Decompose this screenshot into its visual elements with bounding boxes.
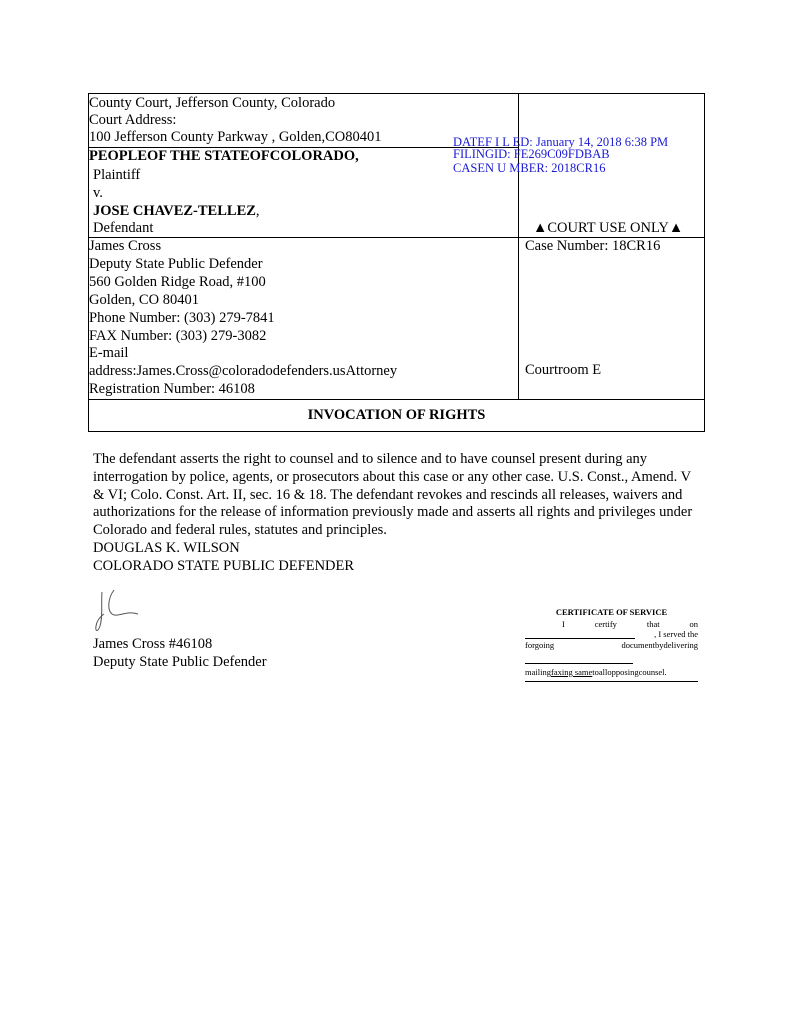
document-title: INVOCATION OF RIGHTS xyxy=(307,407,486,423)
defendant-role: Defendant xyxy=(93,220,154,236)
defendant-name: JOSE CHAVEZ-TELLEZ xyxy=(93,203,256,219)
signature-name: James Cross #46108 xyxy=(93,636,213,652)
certificate-heading: CERTIFICATE OF SERVICE xyxy=(555,607,668,617)
signer-name: DOUGLAS K. WILSON xyxy=(93,540,240,556)
cert-word-2: certify xyxy=(594,619,617,629)
certificate-line-4 xyxy=(525,667,667,678)
attorney-line-3: 560 Golden Ridge Road, #100 xyxy=(89,274,266,290)
attorney-line-4: Golden, CO 80401 xyxy=(89,292,199,308)
courtroom: Courtroom E xyxy=(525,362,602,378)
table-border-top xyxy=(88,93,705,94)
plaintiff-name: PEOPLEOF THE STATEOFCOLORADO, xyxy=(89,148,359,164)
attorney-line-1: James Cross xyxy=(89,238,162,254)
filing-id: FILINGID: FE269C09FDBAB xyxy=(453,147,610,161)
body-paragraph: The defendant asserts the right to counsel and to silence and to have counsel present during any interrogation by police, agents, or prosecutors about this case or any other case. U.S. Const., Amend. V & VI; Colo. Const. Art. II, sec. 16 & 18. The defendant revokes and rescinds all releases, waivers and authorizations for the release of information previously made and asserts all rights and privileges under Colorado and federal rules, statutes and principles. xyxy=(93,451,693,539)
filing-date: DATEF I L ED: January 14, 2018 6:38 PM xyxy=(453,135,669,149)
cert-word-1: I xyxy=(562,619,565,629)
table-border-bottom xyxy=(88,431,705,432)
certificate-line-2: , I served the xyxy=(654,629,698,639)
attorney-line-9: Registration Number: 46108 xyxy=(89,381,255,397)
table-divider-2 xyxy=(88,399,705,400)
table-border-right xyxy=(704,93,705,431)
filing-case-number: CASEN U MBER: 2018CR16 xyxy=(453,161,606,175)
cert-bottom-rule xyxy=(525,681,698,682)
cert-date-blank xyxy=(525,638,635,639)
court-address-label: Court Address: xyxy=(89,112,177,128)
versus: v. xyxy=(93,185,103,201)
handwritten-signature xyxy=(92,586,144,636)
court-address: 100 Jefferson County Parkway , Golden,CO80401 xyxy=(89,129,382,145)
cert-signature-blank xyxy=(525,663,633,664)
cert-word-4: on xyxy=(689,619,698,629)
attorney-line-7: E-mail xyxy=(89,345,129,361)
attorney-line-5: Phone Number: (303) 279-7841 xyxy=(89,310,275,326)
court-use-only: ▲COURT USE ONLY▲ xyxy=(533,220,684,236)
plaintiff-role: Plaintiff xyxy=(93,167,141,183)
attorney-line-6: FAX Number: (303) 279-3082 xyxy=(89,328,267,344)
defendant-line xyxy=(93,203,260,221)
cert-word-3: that xyxy=(646,619,660,629)
defendant-comma: , xyxy=(255,203,260,219)
attorney-line-8: address:James.Cross@coloradodefenders.usAttorney xyxy=(89,363,398,379)
signer-office: COLORADO STATE PUBLIC DEFENDER xyxy=(93,558,355,574)
case-number: Case Number: 18CR16 xyxy=(525,238,661,254)
attorney-line-2: Deputy State Public Defender xyxy=(89,256,263,272)
court-name: County Court, Jefferson County, Colorado xyxy=(89,95,336,111)
certificate-line-3-left: forgoing xyxy=(525,640,555,650)
signature-title: Deputy State Public Defender xyxy=(93,654,267,670)
cert-faxing-same: faxing same xyxy=(550,667,593,677)
cert-mailing: mailing xyxy=(525,667,551,677)
certificate-line-3-right: documentbydelivering xyxy=(621,640,698,650)
cert-to-counsel: toallopposingcounsel. xyxy=(592,667,667,677)
